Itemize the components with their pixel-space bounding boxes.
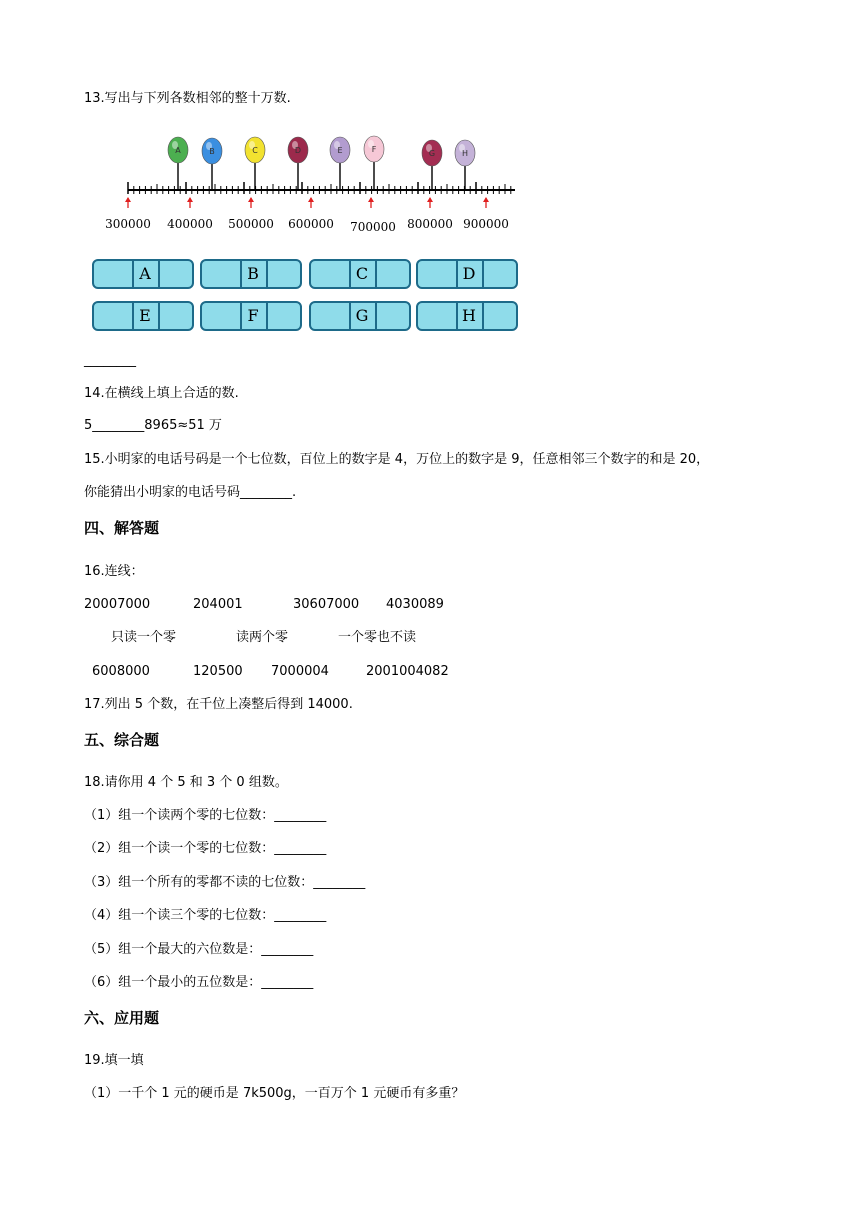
answer-box-label: G <box>355 306 369 325</box>
bottom-number-4: 2001004082 <box>366 664 449 679</box>
top-number-2: 204001 <box>193 597 243 612</box>
red-arrowhead <box>483 197 489 202</box>
box-divider <box>158 261 160 287</box>
balloon-label: F <box>371 145 377 154</box>
answer-box-label: H <box>462 306 476 325</box>
question-15-line-1: 15.小明家的电话号码是一个七位数，百位上的数字是 4，万位上的数字是 9，任意相邻三个数字的和是 20， <box>84 452 710 467</box>
red-arrowhead <box>125 197 131 202</box>
question-16-title: 16.连线： <box>84 564 144 579</box>
tick-label: 900000 <box>463 217 509 231</box>
answer-box-label: A <box>139 264 151 283</box>
top-number-1: 20007000 <box>84 597 151 612</box>
red-arrowhead <box>248 197 254 202</box>
top-number-4: 4030089 <box>386 597 444 612</box>
question-14-title: 14.在横线上填上合适的数. <box>84 386 239 401</box>
question-18-title: 18.请你用 4 个 5 和 3 个 0 组数。 <box>84 775 288 790</box>
question-13-answer-blank: ________ <box>84 353 136 368</box>
question-17-title: 17.列出 5 个数，在千位上凑整后得到 14000. <box>84 697 353 712</box>
balloon-label: G <box>428 149 436 158</box>
bottom-number-2: 120500 <box>193 664 243 679</box>
answer-box-label: B <box>247 264 259 283</box>
answer-box-label: C <box>355 264 369 283</box>
red-arrowhead <box>187 197 193 202</box>
answer-box-g <box>309 301 411 331</box>
answer-box-c <box>309 259 411 289</box>
question-18-item-4: （4）组一个读三个零的七位数：________ <box>84 908 327 923</box>
tick-label: 800000 <box>407 217 453 231</box>
bottom-number-3: 7000004 <box>271 664 329 679</box>
box-divider <box>375 303 377 329</box>
tick-label: 600000 <box>288 217 334 231</box>
question-18-item-3: （3）组一个所有的零都不读的七位数：________ <box>84 875 366 890</box>
number-line-figure <box>95 128 525 240</box>
answer-box-label: F <box>247 306 259 325</box>
category-read-two-zeros: 读两个零 <box>236 630 289 645</box>
section-6-heading: 六、应用题 <box>84 1009 160 1027</box>
balloon-label: H <box>461 149 469 158</box>
balloon-label: B <box>209 147 215 156</box>
question-18-item-6: （6）组一个最小的五位数是：________ <box>84 975 314 990</box>
balloon-label: C <box>252 146 258 155</box>
answer-box-label: D <box>462 264 476 283</box>
tick-label: 300000 <box>105 217 151 231</box>
question-18-item-5: （5）组一个最大的六位数是：________ <box>84 942 314 957</box>
box-divider <box>375 261 377 287</box>
tick-label: 500000 <box>228 217 274 231</box>
question-19-title: 19.填一填 <box>84 1053 144 1068</box>
category-read-no-zero: 一个零也不读 <box>338 630 417 645</box>
tick-label: 700000 <box>350 220 396 234</box>
question-13-title: 13.写出与下列各数相邻的整十万数. <box>84 91 291 106</box>
answer-box-b <box>200 259 302 289</box>
red-arrowhead <box>308 197 314 202</box>
box-divider <box>482 261 484 287</box>
box-divider <box>266 303 268 329</box>
red-arrowhead <box>427 197 433 202</box>
section-5-heading: 五、综合题 <box>84 731 160 749</box>
question-18-item-2: （2）组一个读一个零的七位数：________ <box>84 841 327 856</box>
balloon-label: D <box>294 146 302 155</box>
question-14-line: 5________8965≈51 万 <box>84 418 222 433</box>
top-number-3: 30607000 <box>293 597 360 612</box>
answer-box-d <box>416 259 518 289</box>
question-18-item-1: （1）组一个读两个零的七位数：________ <box>84 808 327 823</box>
balloon-label: E <box>337 146 343 155</box>
bottom-number-1: 6008000 <box>92 664 150 679</box>
answer-box-e <box>92 301 194 331</box>
box-divider <box>482 303 484 329</box>
question-19-item-1: （1）一千个 1 元的硬币是 7k500g，一百万个 1 元硬币有多重？ <box>84 1086 465 1101</box>
balloon-label: A <box>175 146 181 155</box>
box-divider <box>158 303 160 329</box>
category-read-one-zero: 只读一个零 <box>111 630 177 645</box>
answer-box-h <box>416 301 518 331</box>
red-arrowhead <box>368 197 374 202</box>
box-divider <box>266 261 268 287</box>
question-15-line-2: 你能猜出小明家的电话号码________. <box>84 485 297 500</box>
section-4-heading: 四、解答题 <box>84 519 160 537</box>
tick-label: 400000 <box>167 217 213 231</box>
answer-box-a <box>92 259 194 289</box>
answer-box-label: E <box>139 306 151 325</box>
answer-box-f <box>200 301 302 331</box>
